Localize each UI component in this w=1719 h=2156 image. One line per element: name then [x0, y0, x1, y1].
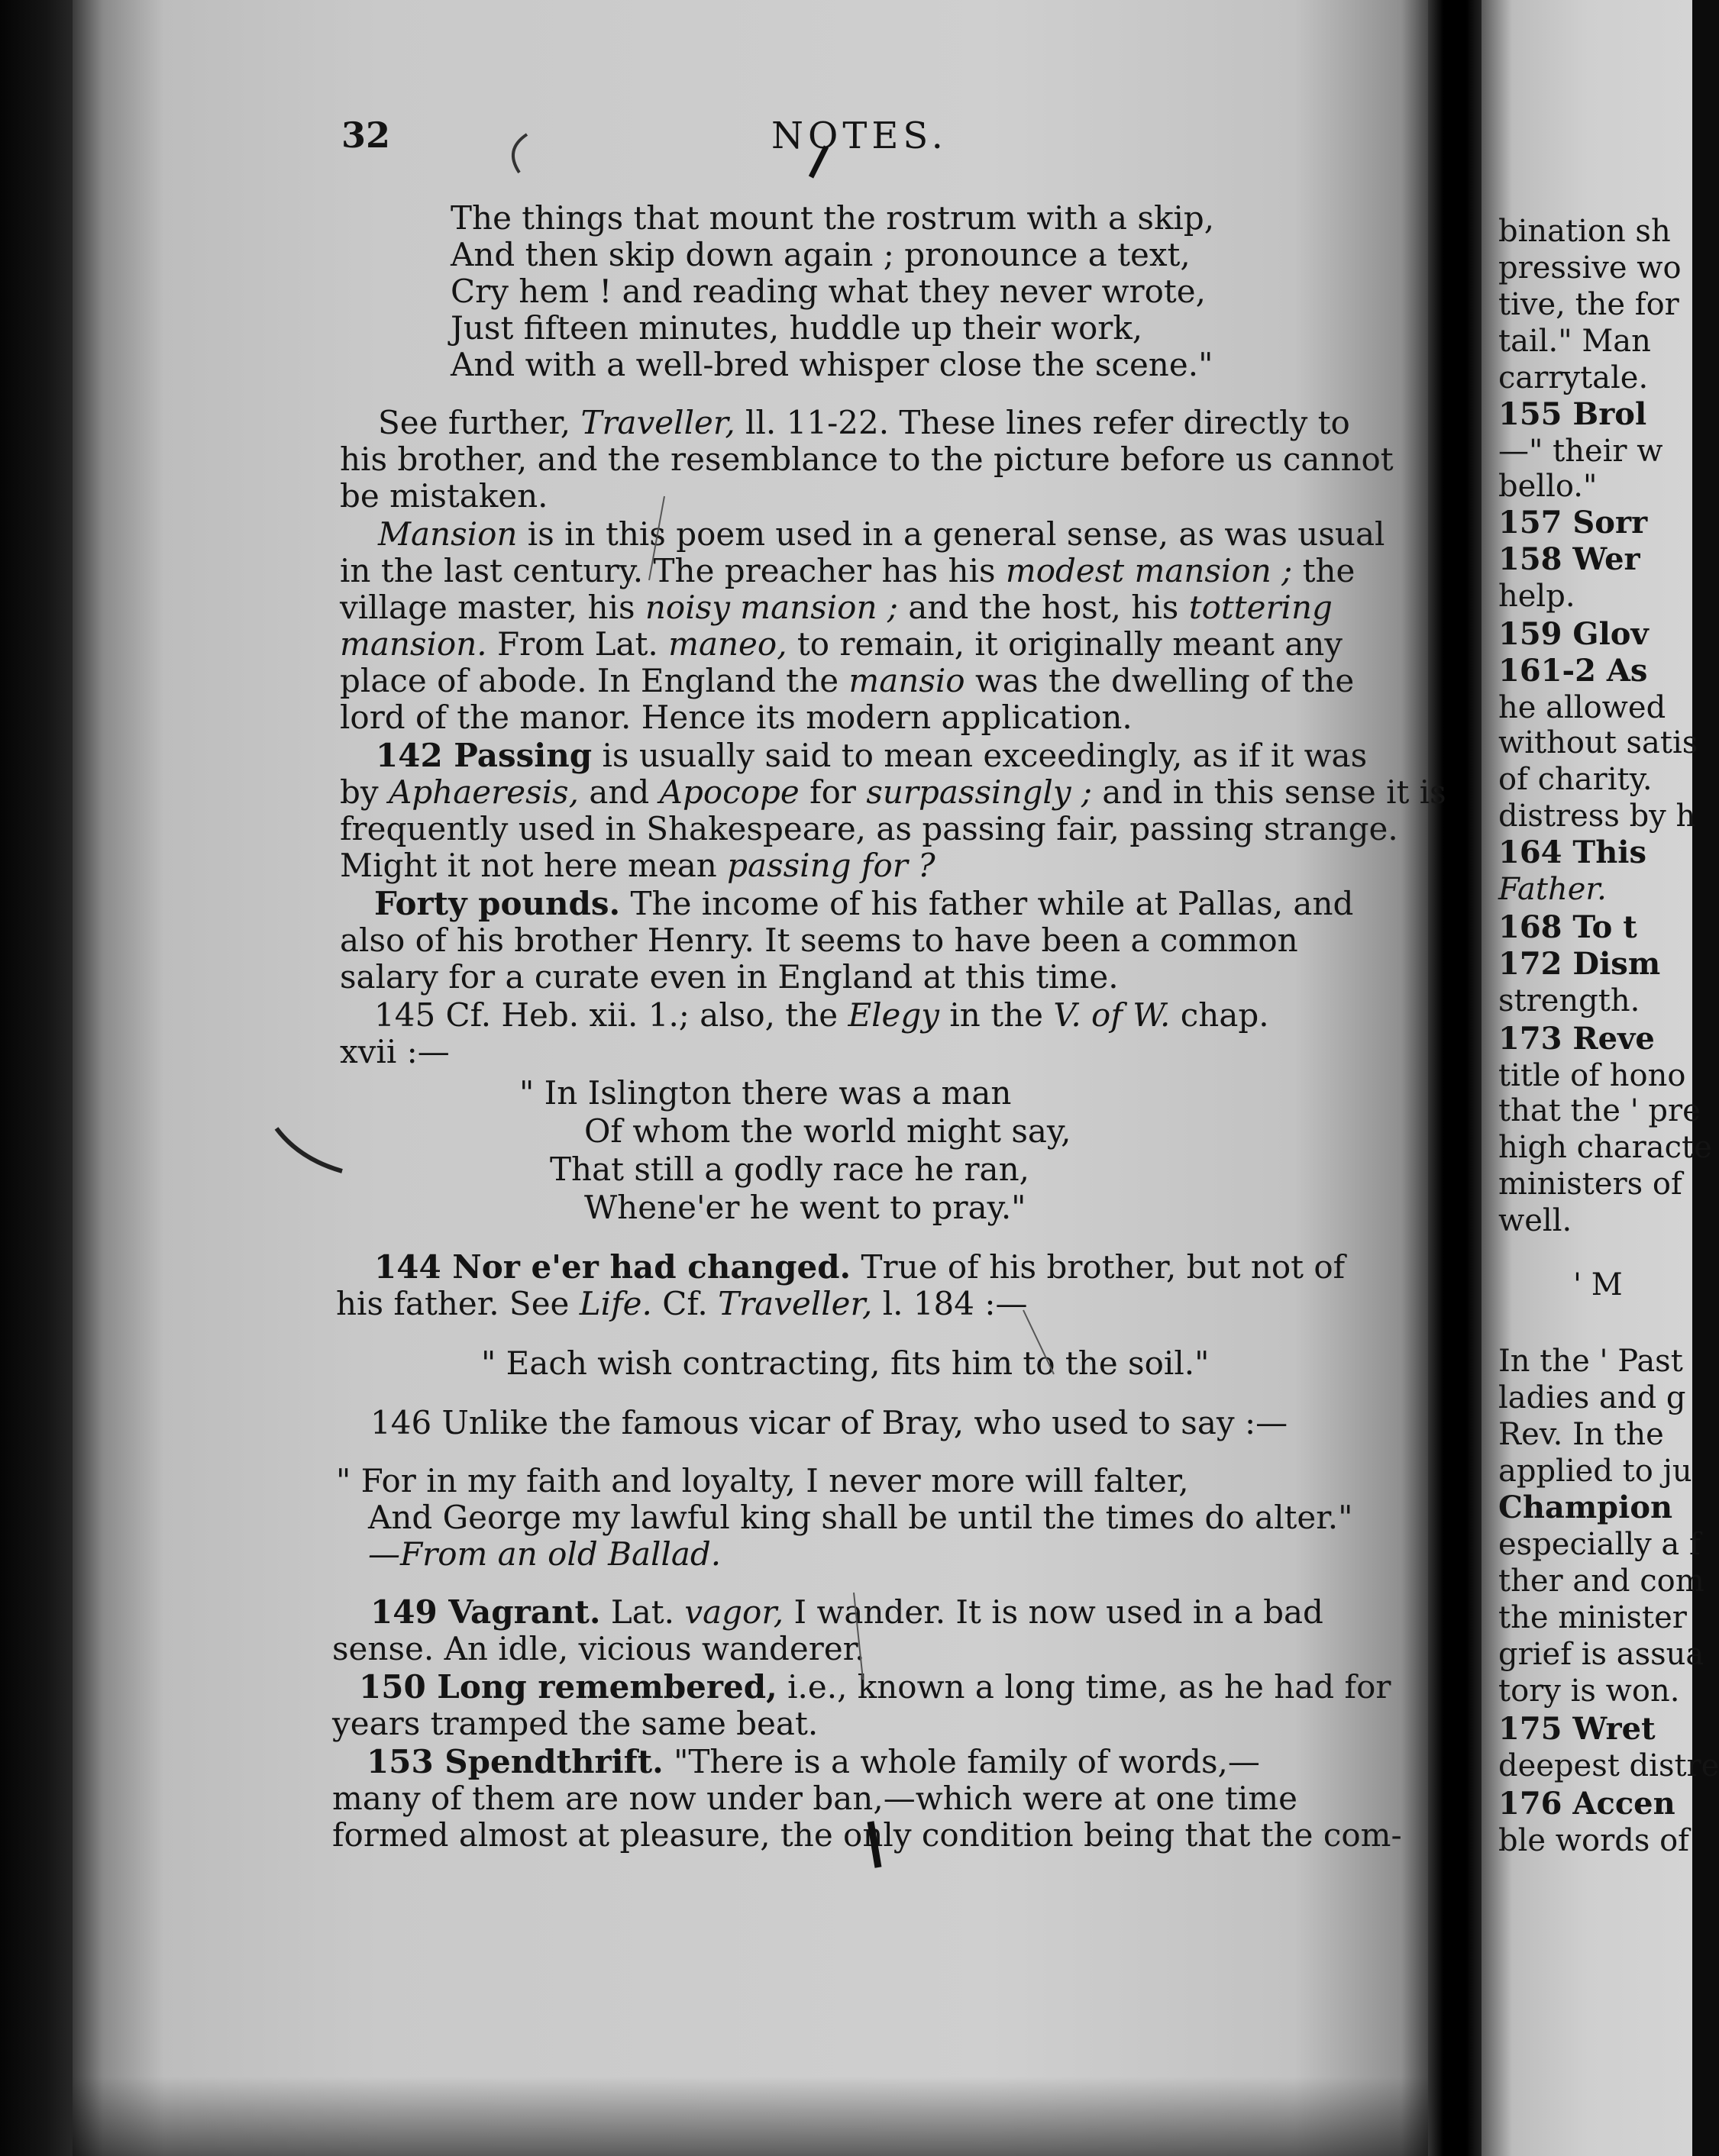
- text-line: Rev. In the: [1498, 1417, 1664, 1452]
- text-line: lord of the manor. Hence its modern application.: [340, 699, 1133, 736]
- text-line: xvii :—: [340, 1033, 450, 1070]
- pencil-mark: [811, 147, 826, 177]
- text-line: 158 Wer: [1498, 541, 1640, 577]
- text-line: —" their w: [1498, 434, 1663, 469]
- text-line: he allowed: [1498, 690, 1666, 725]
- text-line: 153 Spendthrift. "There is a whole family of words,—: [367, 1743, 1260, 1780]
- text-line: Champion: [1498, 1490, 1673, 1525]
- text-line: ' M: [1573, 1267, 1623, 1302]
- text-line: And George my lawful king shall be until the times do alter.": [368, 1499, 1353, 1536]
- pencil-mark: [854, 1593, 863, 1680]
- text-line: years tramped the same beat.: [332, 1705, 819, 1742]
- text-line: frequently used in Shakespeare, as passing fair, passing strange.: [340, 810, 1398, 847]
- text-line: That still a godly race he ran,: [550, 1151, 1029, 1188]
- text-line: of charity.: [1498, 762, 1653, 797]
- text-line: sense. An idle, vicious wanderer.: [332, 1630, 865, 1667]
- text-line: 176 Accen: [1498, 1786, 1675, 1822]
- text-line: be mistaken.: [340, 477, 548, 515]
- text-line: in the last century. The preacher has his modest mansion ; the: [340, 552, 1355, 589]
- text-line: Father.: [1498, 872, 1607, 907]
- text-line: 175 Wret: [1498, 1711, 1656, 1747]
- text-line: 172 Dism: [1498, 946, 1661, 982]
- page-shadow: [73, 2077, 1428, 2156]
- text-line: especially a f: [1498, 1527, 1701, 1562]
- text-line: ther and com: [1498, 1564, 1704, 1599]
- text-line: Might it not here mean passing for ?: [340, 847, 935, 884]
- text-line: high characte: [1498, 1130, 1712, 1165]
- text-line: bello.": [1498, 469, 1598, 504]
- text-line: title of hono: [1498, 1058, 1686, 1093]
- pencil-mark: [513, 134, 527, 173]
- text-line: " For in my faith and loyalty, I never more will falter,: [336, 1462, 1189, 1499]
- text-line: his brother, and the resemblance to the picture before us cannot: [340, 441, 1394, 478]
- text-line: applied to ju: [1498, 1454, 1692, 1489]
- running-header: NOTES.: [771, 115, 948, 157]
- text-line: 150 Long remembered, i.e., known a long time, as he had for: [359, 1668, 1391, 1706]
- text-line: In the ' Past: [1498, 1344, 1683, 1379]
- text-line: 168 To t: [1498, 909, 1637, 945]
- text-line: " In Islington there was a man: [519, 1074, 1012, 1112]
- pencil-mark: [871, 1822, 878, 1867]
- text-line: Cry hem ! and reading what they never wrote,: [451, 273, 1206, 310]
- text-line: his father. See Life. Cf. Traveller, l. 184 :—: [336, 1285, 1028, 1322]
- text-line: 149 Vagrant. Lat. vagor, I wander. It is now used in a bad: [370, 1593, 1323, 1631]
- text-line: ministers of: [1498, 1167, 1682, 1202]
- text-line: The things that mount the rostrum with a skip,: [451, 199, 1215, 237]
- text-line: formed almost at pleasure, the only condition being that the com-: [332, 1816, 1402, 1854]
- text-line: grief is assua: [1498, 1637, 1704, 1672]
- text-line: salary for a curate even in England at this time.: [340, 958, 1119, 996]
- text-line: also of his brother Henry. It seems to have been a common: [340, 921, 1298, 959]
- text-line: well.: [1498, 1203, 1572, 1238]
- text-line: that the ' pre: [1498, 1093, 1701, 1128]
- text-line: help.: [1498, 579, 1575, 614]
- text-line: 144 Nor e'er had changed. True of his brother, but not of: [374, 1248, 1346, 1286]
- text-line: distress by h: [1498, 799, 1696, 834]
- text-line: And with a well-bred whisper close the scene.": [451, 346, 1213, 383]
- text-line: Just fifteen minutes, huddle up their work,: [451, 309, 1143, 347]
- text-line: 157 Sorr: [1498, 505, 1648, 541]
- pencil-mark: [276, 1128, 342, 1171]
- text-line: Forty pounds. The income of his father while at Pallas, and: [374, 885, 1354, 922]
- text-line: 173 Reve: [1498, 1021, 1655, 1057]
- text-line: 164 This: [1498, 834, 1646, 870]
- text-line: place of abode. In England the mansio was the dwelling of the: [340, 662, 1355, 699]
- text-line: deepest distre: [1498, 1748, 1719, 1783]
- pencil-mark: [1023, 1310, 1054, 1374]
- text-line: bination sh: [1498, 214, 1671, 249]
- text-line: 161-2 As: [1498, 653, 1648, 689]
- text-line: Whene'er he went to pray.": [584, 1189, 1026, 1226]
- text-line: " Each wish contracting, fits him to the soil.": [481, 1344, 1210, 1382]
- text-line: See further, Traveller, ll. 11-22. These lines refer directly to: [378, 404, 1350, 441]
- text-line: tory is won.: [1498, 1673, 1680, 1709]
- text-line: the minister: [1498, 1600, 1687, 1635]
- text-line: And then skip down again ; pronounce a text,: [451, 236, 1191, 273]
- text-line: by Aphaeresis, and Apocope for surpassingly ; and in this sense it is: [340, 773, 1446, 811]
- text-line: Of whom the world might say,: [584, 1112, 1071, 1150]
- text-line: 159 Glov: [1498, 616, 1649, 652]
- text-line: village master, his noisy mansion ; and the host, his tottering: [340, 589, 1333, 626]
- text-line: carrytale.: [1498, 360, 1649, 395]
- text-line: pressive wo: [1498, 250, 1682, 286]
- text-line: —From an old Ballad.: [368, 1535, 722, 1573]
- text-line: mansion. From Lat. maneo, to remain, it originally meant any: [340, 625, 1343, 663]
- text-line: 142 Passing is usually said to mean exceedingly, as if it was: [376, 737, 1368, 774]
- text-line: Mansion is in this poem used in a general sense, as was usual: [378, 515, 1385, 553]
- page-number: 32: [341, 115, 391, 156]
- text-line: many of them are now under ban,—which were at one time: [332, 1780, 1297, 1817]
- text-line: tive, the for: [1498, 287, 1679, 322]
- text-line: without satis: [1498, 725, 1698, 760]
- text-line: ble words of: [1498, 1823, 1689, 1858]
- text-line: strength.: [1498, 983, 1640, 1018]
- text-line: 146 Unlike the famous vicar of Bray, who used to say :—: [370, 1404, 1288, 1441]
- pencil-mark: [649, 496, 664, 580]
- text-line: 145 Cf. Heb. xii. 1.; also, the Elegy in the V. of W. chap.: [374, 996, 1269, 1034]
- text-line: ladies and g: [1498, 1380, 1686, 1415]
- text-line: 155 Brol: [1498, 396, 1647, 432]
- text-line: tail." Man: [1498, 324, 1651, 359]
